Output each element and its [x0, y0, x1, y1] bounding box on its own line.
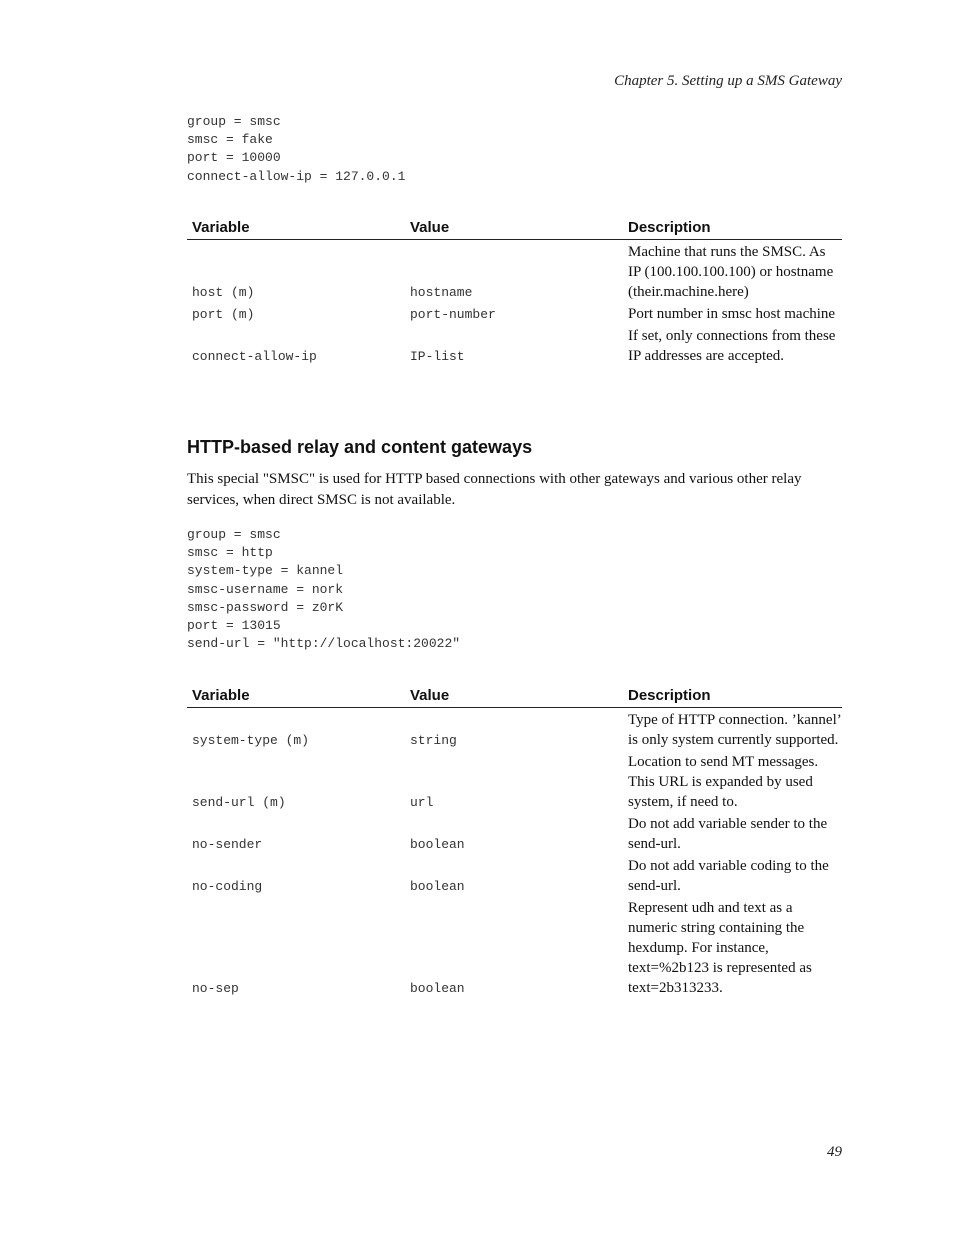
code-line: connect-allow-ip = 127.0.0.1 — [187, 168, 406, 184]
description-cell: If set, only connections from these IP addresses are accepted. — [628, 328, 836, 364]
code-line: smsc = fake — [187, 132, 273, 148]
variable-cell: host (m) — [192, 285, 255, 300]
table-row — [187, 240, 842, 302]
value-cell: boolean — [410, 981, 465, 996]
code-block-fake-smsc — [187, 113, 405, 186]
code-line: send-url = "http://localhost:20022" — [187, 636, 461, 652]
table-row — [187, 896, 842, 998]
code-line: smsc-password = z0rK — [187, 599, 344, 615]
running-header: Chapter 5. Setting up a SMS Gateway — [614, 73, 842, 89]
header-value: Value — [410, 687, 450, 704]
table-row — [187, 812, 842, 854]
code-line: smsc = http — [187, 545, 273, 561]
code-line: group = smsc — [187, 114, 281, 129]
table-row — [187, 750, 842, 812]
code-line: port = 13015 — [187, 617, 281, 633]
description-cell: Do not add variable sender to the send-url. — [628, 816, 828, 852]
variable-cell: no-sep — [192, 981, 239, 996]
header-value: Value — [410, 219, 450, 236]
variable-cell: port (m) — [192, 307, 255, 322]
variable-cell: no-sender — [192, 837, 263, 852]
code-line: smsc-username = nork — [187, 581, 344, 597]
variable-cell: send-url (m) — [192, 795, 286, 810]
table-row — [187, 854, 842, 896]
variable-cell: no-coding — [192, 879, 263, 894]
section-heading: HTTP-based relay and content gateways — [187, 437, 533, 457]
code-block-http-smsc — [187, 526, 460, 653]
header-variable: Variable — [192, 219, 250, 236]
description-cell: Represent udh and text as a numeric string containing the hexdump. For instance, text=%2b123 is represented as text=2b313233. — [628, 900, 812, 996]
value-cell: hostname — [410, 285, 473, 300]
code-line: port = 10000 — [187, 150, 281, 166]
description-cell: Do not add variable coding to the send-url. — [628, 858, 829, 894]
code-line: system-type = kannel — [187, 563, 344, 579]
value-cell: IP-list — [410, 349, 465, 364]
value-cell: string — [410, 733, 457, 748]
table-header — [187, 217, 842, 240]
section-paragraph: This special "SMSC" is used for HTTP based connections with other gateways and various other relay services, when direct SMSC is not available. — [187, 471, 802, 508]
description-cell: Port number in smsc host machine — [628, 306, 836, 322]
table-row — [187, 324, 842, 366]
value-cell: boolean — [410, 837, 465, 852]
value-cell: url — [410, 795, 434, 810]
page-number: 49 — [827, 1144, 842, 1160]
value-cell: port-number — [410, 307, 496, 322]
variable-cell: system-type (m) — [192, 733, 310, 748]
description-cell: Machine that runs the SMSC. As IP (100.100.100.100) or hostname (their.machine.here) — [628, 244, 834, 300]
description-cell: Location to send MT messages. This URL is expanded by used system, if need to. — [628, 754, 819, 810]
header-variable: Variable — [192, 687, 250, 704]
description-cell: Type of HTTP connection. ’kannel’ is only system currently supported. — [628, 712, 841, 748]
table-row — [187, 302, 842, 324]
table-row — [187, 708, 842, 750]
table-header — [187, 685, 842, 708]
fake-smsc-variables-table — [187, 217, 842, 366]
value-cell: boolean — [410, 879, 465, 894]
code-line: group = smsc — [187, 527, 281, 542]
header-description: Description — [628, 687, 711, 704]
variable-cell: connect-allow-ip — [192, 349, 317, 364]
header-description: Description — [628, 219, 711, 236]
http-smsc-variables-table — [187, 685, 842, 998]
